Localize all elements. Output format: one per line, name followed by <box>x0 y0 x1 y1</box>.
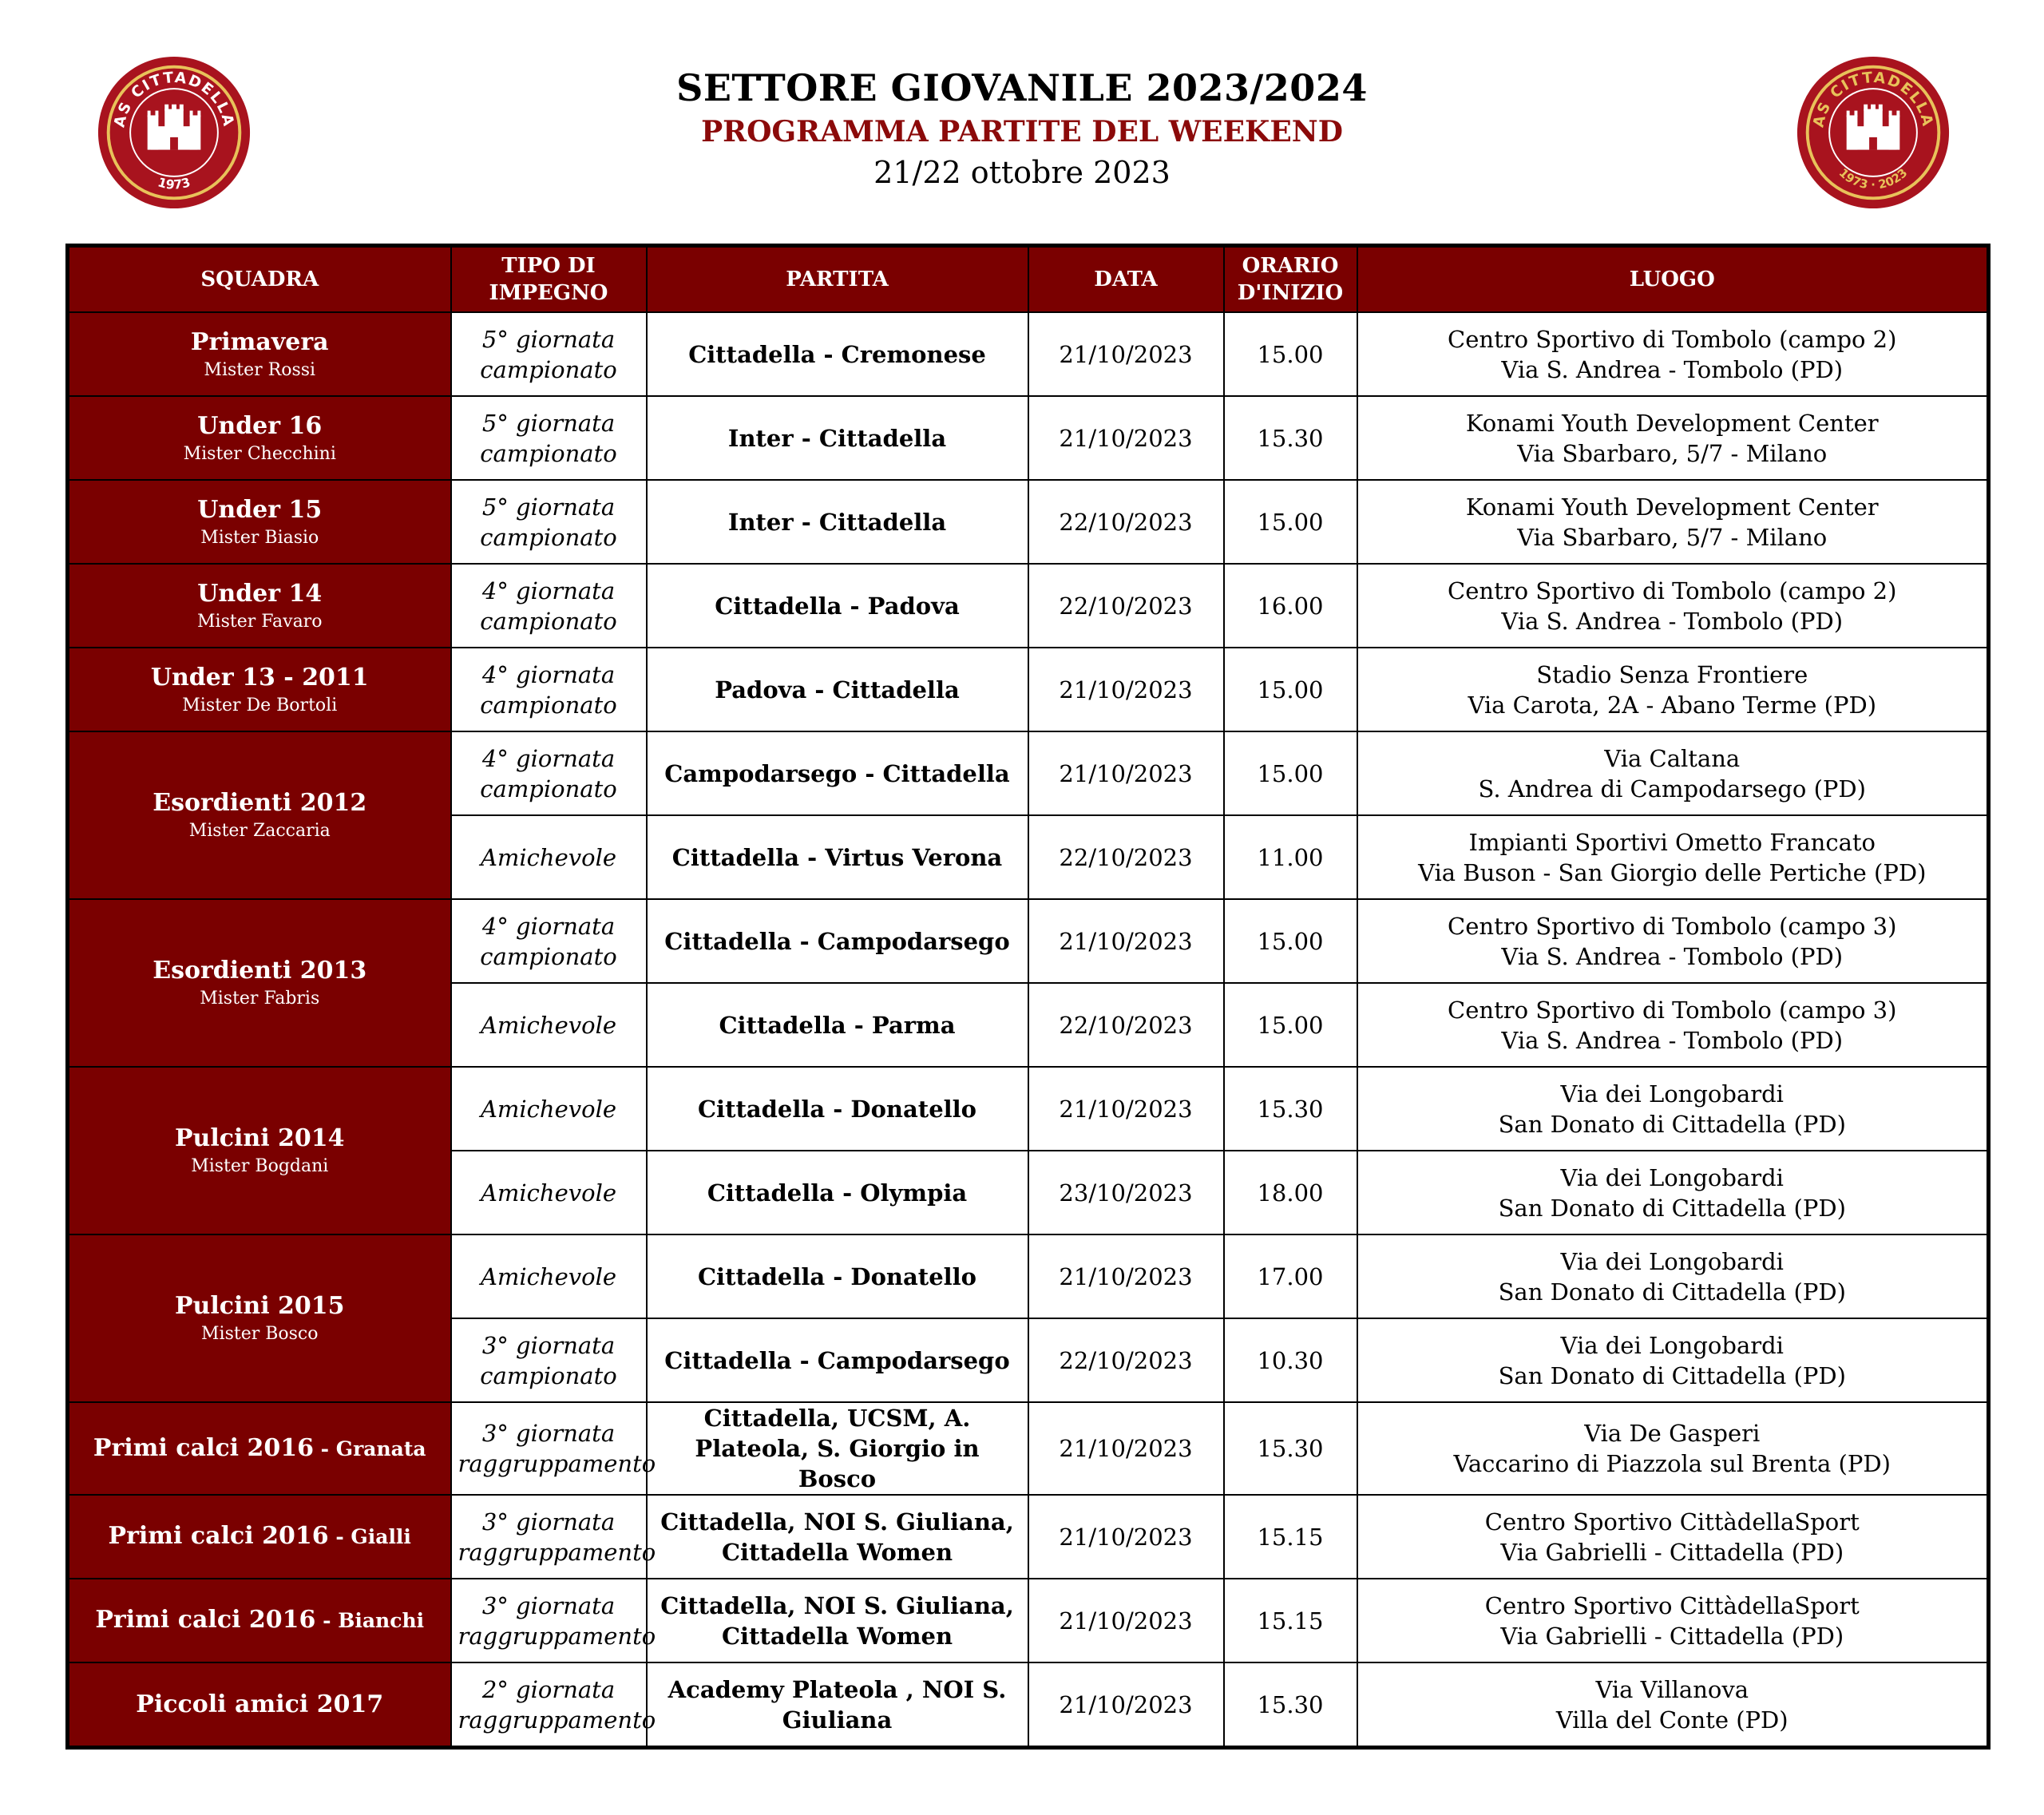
team-name-text: Under 14 <box>197 579 323 608</box>
match-tipo-line: Amichevole <box>480 843 617 871</box>
match-tipo-line: Amichevole <box>480 1262 617 1290</box>
match-luogo-line: Konami Youth Development Center <box>1465 493 1879 521</box>
team-name-text: Esordienti 2012 <box>153 789 367 817</box>
match-tipo-line: 4° giornata <box>481 912 616 940</box>
header-orario <box>1224 246 1357 313</box>
match-luogo-line: San Donato di Cittadella (PD) <box>1498 1361 1846 1389</box>
match-orario: 15.30 <box>1224 1402 1357 1495</box>
match-tipo <box>451 1579 656 1662</box>
match-luogo-line: Via dei Longobardi <box>1560 1080 1784 1108</box>
match-tipo <box>451 731 647 815</box>
team-name-suffix: - Gialli <box>328 1525 411 1548</box>
match-tipo-line: 3° giornata <box>481 1508 616 1536</box>
match-tipo <box>451 564 647 648</box>
match-luogo-line: Via Villanova <box>1595 1675 1749 1703</box>
match-data: 21/10/2023 <box>1028 899 1224 983</box>
match-luogo-line: Via Gabrielli - Cittadella (PD) <box>1500 1538 1844 1566</box>
match-tipo-line: 4° giornata <box>481 577 616 604</box>
match-orario: 11.00 <box>1224 815 1357 899</box>
match-data: 23/10/2023 <box>1028 1151 1224 1234</box>
match-luogo-line: Via S. Andrea - Tombolo (PD) <box>1501 355 1844 383</box>
match-luogo-line: Via dei Longobardi <box>1560 1331 1784 1359</box>
header-orario-line2: D'INIZIO <box>1237 281 1344 305</box>
team-cell <box>68 1495 451 1579</box>
schedule-body <box>68 312 1989 1748</box>
match-data: 22/10/2023 <box>1028 815 1224 899</box>
team-coach: Mister Zaccaria <box>188 821 331 841</box>
table-row <box>68 648 1989 731</box>
team-name <box>76 1290 444 1322</box>
match-luogo-line: Via Caltana <box>1604 744 1741 772</box>
team-name <box>76 1123 444 1155</box>
team-coach: Mister Biasio <box>200 527 319 548</box>
table-header-row <box>68 246 1989 313</box>
match-luogo-line: Via S. Andrea - Tombolo (PD) <box>1501 1026 1844 1054</box>
table-row <box>68 1402 1989 1495</box>
match-data: 22/10/2023 <box>1028 1318 1224 1402</box>
match-partita: Cittadella, NOI S. Giuliana, Cittadella Women <box>647 1579 1028 1662</box>
match-luogo-line: Vaccarino di Piazzola sul Brenta (PD) <box>1453 1450 1891 1477</box>
match-luogo-line: Via Sbarbaro, 5/7 - Milano <box>1517 523 1828 551</box>
table-row <box>68 1067 1989 1151</box>
team-coach: Mister Rossi <box>204 359 316 380</box>
header-tipo: TIPO DI IMPEGNO <box>451 246 647 313</box>
match-data: 21/10/2023 <box>1028 1579 1224 1662</box>
match-luogo <box>1357 1662 1989 1748</box>
match-luogo-line: Centro Sportivo di Tombolo (campo 2) <box>1448 325 1897 353</box>
match-tipo-line: Amichevole <box>480 1011 617 1039</box>
match-tipo-line: campionato <box>480 1361 617 1389</box>
match-data: 21/10/2023 <box>1028 1402 1224 1495</box>
table-row <box>68 1495 1989 1579</box>
match-luogo-line: Via S. Andrea - Tombolo (PD) <box>1501 942 1844 970</box>
match-data: 22/10/2023 <box>1028 983 1224 1067</box>
team-coach: Mister Favaro <box>197 611 323 632</box>
team-name <box>76 1520 444 1553</box>
match-luogo <box>1357 1579 1989 1662</box>
team-name-text: Under 13 - 2011 <box>150 663 369 692</box>
match-tipo-line: Amichevole <box>480 1179 617 1207</box>
match-partita: Cittadella - Padova <box>647 564 1028 648</box>
match-data: 21/10/2023 <box>1028 1495 1224 1579</box>
match-orario: 16.00 <box>1224 564 1357 648</box>
match-tipo-line: 5° giornata <box>481 325 616 353</box>
team-coach: Mister Bosco <box>201 1324 319 1344</box>
match-tipo <box>451 1151 647 1234</box>
match-tipo-line: 2° giornata <box>481 1675 616 1703</box>
match-orario: 15.15 <box>1224 1579 1357 1662</box>
match-tipo-line: 3° giornata <box>481 1420 616 1447</box>
match-data: 21/10/2023 <box>1028 1067 1224 1151</box>
match-tipo <box>451 815 647 899</box>
match-orario: 15.30 <box>1224 1067 1357 1151</box>
match-tipo <box>451 1067 647 1151</box>
team-coach: Mister De Bortoli <box>182 695 338 715</box>
team-cell <box>68 899 451 1067</box>
match-partita: Cittadella - Campodarsego <box>647 1318 1028 1402</box>
team-cell <box>68 1067 451 1234</box>
team-name-suffix: - Bianchi <box>315 1609 425 1632</box>
team-coach: Mister Checchini <box>183 443 336 464</box>
match-luogo-line: Stadio Senza Frontiere <box>1536 660 1808 688</box>
table-row <box>68 312 1989 396</box>
match-luogo <box>1357 1318 1989 1402</box>
match-luogo <box>1357 1495 1989 1579</box>
team-name <box>76 787 444 819</box>
header-orario-line1: ORARIO <box>1242 254 1339 278</box>
match-luogo <box>1357 564 1989 648</box>
match-luogo <box>1357 1067 1989 1151</box>
table-row <box>68 396 1989 480</box>
team-cell <box>68 1234 451 1402</box>
match-partita: Inter - Cittadella <box>647 480 1028 564</box>
match-partita: Cittadella - Virtus Verona <box>647 815 1028 899</box>
match-tipo-line: raggruppamento <box>458 1538 656 1566</box>
match-tipo-line: campionato <box>480 942 617 970</box>
team-cell <box>68 1402 451 1495</box>
match-tipo <box>451 899 647 983</box>
match-partita: Inter - Cittadella <box>647 396 1028 480</box>
header-data: DATA <box>1028 246 1224 313</box>
match-data: 21/10/2023 <box>1028 731 1224 815</box>
match-tipo-line: campionato <box>480 355 617 383</box>
match-tipo-line: raggruppamento <box>458 1706 656 1734</box>
match-tipo <box>451 396 647 480</box>
header-luogo: LUOGO <box>1357 246 1989 313</box>
match-luogo-line: Via Carota, 2A - Abano Terme (PD) <box>1468 691 1877 719</box>
logo-left-text: AS CITTADELLA <box>111 69 237 129</box>
team-coach: Mister Bogdani <box>191 1156 329 1176</box>
match-partita: Academy Plateola , NOI S. Giuliana <box>647 1662 1028 1748</box>
match-data: 22/10/2023 <box>1028 480 1224 564</box>
team-name-text: Esordienti 2013 <box>153 957 367 985</box>
match-luogo <box>1357 480 1989 564</box>
team-name-text: Pulcini 2015 <box>174 1292 345 1320</box>
match-partita: Cittadella - Campodarsego <box>647 899 1028 983</box>
match-tipo-line: raggruppamento <box>458 1450 656 1477</box>
match-luogo-line: Via S. Andrea - Tombolo (PD) <box>1501 607 1844 635</box>
match-tipo <box>451 1662 656 1748</box>
match-tipo <box>451 1234 647 1318</box>
team-name <box>76 494 444 526</box>
match-luogo-line: Konami Youth Development Center <box>1465 409 1879 437</box>
match-data: 22/10/2023 <box>1028 564 1224 648</box>
match-tipo-line: campionato <box>480 523 617 551</box>
team-cell <box>68 312 451 396</box>
match-luogo-line: Via dei Longobardi <box>1560 1247 1784 1275</box>
match-luogo-line: Via Buson - San Giorgio delle Pertiche (PD) <box>1418 858 1927 886</box>
match-partita: Cittadella - Olympia <box>647 1151 1028 1234</box>
team-cell <box>68 564 451 648</box>
match-luogo <box>1357 1151 1989 1234</box>
match-orario: 17.00 <box>1224 1234 1357 1318</box>
match-partita: Cittadella - Donatello <box>647 1067 1028 1151</box>
team-cell <box>68 1579 451 1662</box>
match-partita: Cittadella - Parma <box>647 983 1028 1067</box>
match-luogo <box>1357 899 1989 983</box>
team-name-text: Under 16 <box>197 411 323 440</box>
match-tipo-line: campionato <box>480 607 617 635</box>
match-luogo-line: Centro Sportivo di Tombolo (campo 3) <box>1448 996 1897 1024</box>
match-luogo-line: Via De Gasperi <box>1584 1420 1761 1447</box>
team-name-suffix: - Granata <box>313 1437 426 1460</box>
match-orario: 15.00 <box>1224 983 1357 1067</box>
match-luogo-line: Via Sbarbaro, 5/7 - Milano <box>1517 439 1828 467</box>
match-luogo <box>1357 815 1989 899</box>
match-luogo <box>1357 983 1989 1067</box>
match-luogo-line: S. Andrea di Campodarsego (PD) <box>1478 775 1866 802</box>
match-luogo-line: Centro Sportivo CittàdellaSport <box>1484 1508 1860 1536</box>
team-name <box>76 1689 444 1721</box>
match-luogo <box>1357 312 1989 396</box>
match-luogo <box>1357 1234 1989 1318</box>
match-orario: 15.00 <box>1224 731 1357 815</box>
match-tipo-line: 4° giornata <box>481 660 616 688</box>
match-orario: 15.00 <box>1224 312 1357 396</box>
page-header <box>0 64 2044 193</box>
match-tipo-line: campionato <box>480 775 617 802</box>
match-tipo-line: raggruppamento <box>458 1622 656 1650</box>
team-name <box>76 1433 444 1465</box>
match-orario: 10.30 <box>1224 1318 1357 1402</box>
team-name <box>76 662 444 694</box>
match-data: 21/10/2023 <box>1028 396 1224 480</box>
table-row <box>68 899 1989 983</box>
match-luogo-line: San Donato di Cittadella (PD) <box>1498 1278 1846 1306</box>
team-cell <box>68 396 451 480</box>
match-tipo-line: campionato <box>480 691 617 719</box>
match-partita: Cittadella - Cremonese <box>647 312 1028 396</box>
team-coach: Mister Fabris <box>200 989 320 1009</box>
match-luogo <box>1357 396 1989 480</box>
team-name-text: Pulcini 2014 <box>174 1124 345 1152</box>
team-name <box>76 410 444 442</box>
page-subtitle: PROGRAMMA PARTITE DEL WEEKEND <box>701 115 1343 149</box>
table-row <box>68 1579 1989 1662</box>
match-tipo-line: 4° giornata <box>481 744 616 772</box>
match-orario: 15.15 <box>1224 1495 1357 1579</box>
team-name-text: Primi calci 2016 <box>95 1606 316 1634</box>
match-luogo-line: Centro Sportivo di Tombolo (campo 2) <box>1448 577 1897 604</box>
match-tipo <box>451 480 647 564</box>
match-luogo <box>1357 731 1989 815</box>
logo-right-text: AS CITTADELLA <box>1810 69 1936 129</box>
match-luogo-line: Via dei Longobardi <box>1560 1163 1784 1191</box>
match-tipo <box>451 1495 656 1579</box>
match-orario: 15.00 <box>1224 648 1357 731</box>
match-tipo <box>451 983 647 1067</box>
match-luogo-line: Villa del Conte (PD) <box>1555 1706 1788 1734</box>
match-tipo-line: campionato <box>480 439 617 467</box>
match-luogo <box>1357 648 1989 731</box>
table-row <box>68 1234 1989 1318</box>
team-name-text: Primavera <box>190 327 329 356</box>
match-tipo-line: 3° giornata <box>481 1591 616 1619</box>
match-orario: 15.30 <box>1224 1662 1357 1748</box>
match-luogo-line: Centro Sportivo di Tombolo (campo 3) <box>1448 912 1897 940</box>
team-name <box>76 578 444 610</box>
match-orario: 18.00 <box>1224 1151 1357 1234</box>
match-luogo-line: Centro Sportivo CittàdellaSport <box>1484 1591 1860 1619</box>
match-luogo-line: Via Gabrielli - Cittadella (PD) <box>1500 1622 1844 1650</box>
match-partita: Cittadella, UCSM, A. Plateola, S. Giorgio in Bosco <box>647 1402 1028 1495</box>
page-title: SETTORE GIOVANILE 2023/2024 <box>676 66 1368 109</box>
match-tipo <box>451 648 647 731</box>
match-orario: 15.00 <box>1224 480 1357 564</box>
table-row <box>68 1662 1989 1748</box>
match-data: 21/10/2023 <box>1028 1662 1224 1748</box>
table-row <box>68 480 1989 564</box>
page-date: 21/22 ottobre 2023 <box>873 155 1171 190</box>
match-tipo-line: 5° giornata <box>481 409 616 437</box>
match-orario: 15.00 <box>1224 899 1357 983</box>
header-squadra: SQUADRA <box>68 246 451 313</box>
team-name-text: Primi calci 2016 <box>108 1522 329 1550</box>
match-partita: Cittadella - Donatello <box>647 1234 1028 1318</box>
match-partita: Padova - Cittadella <box>647 648 1028 731</box>
team-name <box>76 1604 444 1637</box>
team-name <box>76 955 444 987</box>
match-tipo <box>451 1402 656 1495</box>
team-name-text: Piccoli amici 2017 <box>136 1690 384 1718</box>
schedule-table <box>65 244 1991 1750</box>
team-name <box>76 327 444 359</box>
team-cell <box>68 648 451 731</box>
logo-left-year: 1973 <box>156 174 192 192</box>
match-tipo-line: Amichevole <box>480 1095 617 1123</box>
table-row <box>68 731 1989 815</box>
team-cell <box>68 731 451 899</box>
match-data: 21/10/2023 <box>1028 648 1224 731</box>
match-tipo-line: 3° giornata <box>481 1331 616 1359</box>
logo-right-year: 1973 · 2023 <box>1836 165 1911 192</box>
table-row <box>68 564 1989 648</box>
match-data: 21/10/2023 <box>1028 312 1224 396</box>
match-tipo-line: 5° giornata <box>481 493 616 521</box>
match-partita: Campodarsego - Cittadella <box>647 731 1028 815</box>
team-name-text: Primi calci 2016 <box>93 1433 314 1462</box>
team-name-text: Under 15 <box>197 495 323 524</box>
team-cell <box>68 1662 451 1748</box>
match-orario: 15.30 <box>1224 396 1357 480</box>
match-luogo-line: San Donato di Cittadella (PD) <box>1498 1194 1846 1222</box>
team-cell <box>68 480 451 564</box>
match-tipo <box>451 312 647 396</box>
header-partita: PARTITA <box>647 246 1028 313</box>
match-luogo <box>1357 1402 1989 1495</box>
match-data: 21/10/2023 <box>1028 1234 1224 1318</box>
match-luogo-line: Impianti Sportivi Ometto Francato <box>1468 828 1876 856</box>
match-tipo <box>451 1318 647 1402</box>
match-partita: Cittadella, NOI S. Giuliana, Cittadella Women <box>647 1495 1028 1579</box>
match-luogo-line: San Donato di Cittadella (PD) <box>1498 1110 1846 1138</box>
